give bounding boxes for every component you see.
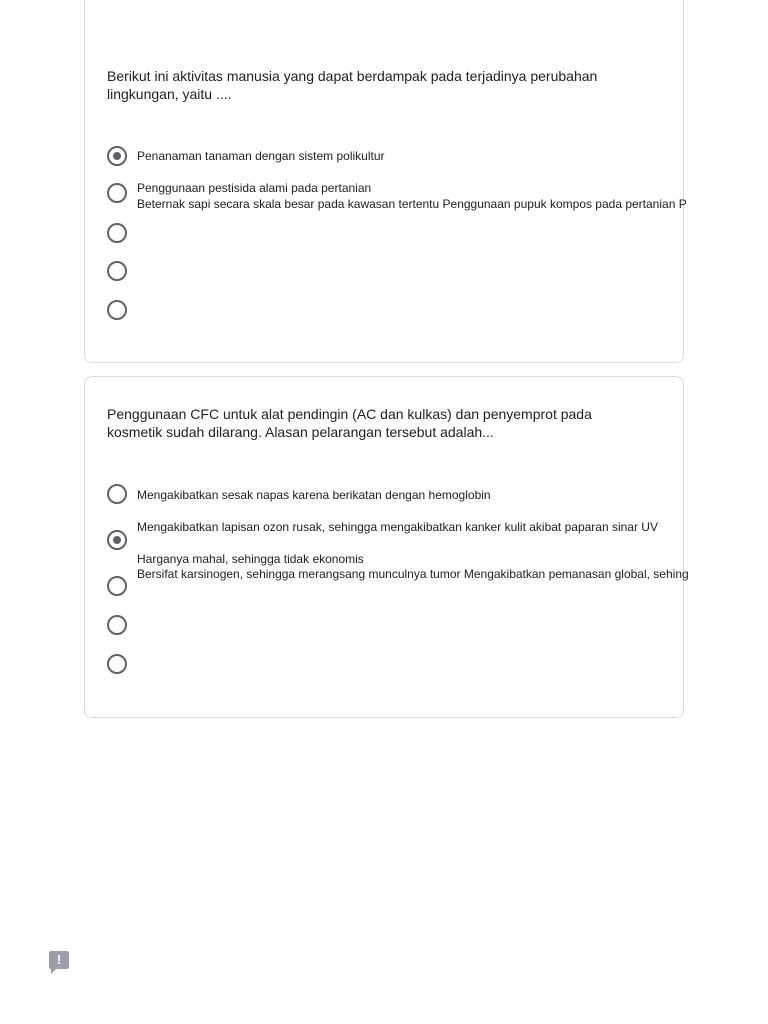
option-label: Penggunaan pestisida alami pada pertanian	[137, 181, 372, 195]
radio-option-5[interactable]	[107, 654, 127, 674]
radio-option-5[interactable]	[107, 300, 127, 320]
option-label-overflow: Beternak sapi secara skala besar pada kawasan tertentu Penggunaan pupuk kompos pada pertanian P	[137, 197, 687, 211]
question-text: Berikut ini aktivitas manusia yang dapat berdampak pada terjadinya perubahan lingkungan, yaitu ....	[107, 68, 598, 102]
option-label: Harganya mahal, sehingga tidak ekonomis	[137, 552, 364, 566]
radio-option-3[interactable]	[107, 223, 127, 243]
radio-option-4[interactable]	[107, 615, 127, 635]
question-text: Penggunaan CFC untuk alat pendingin (AC dan kulkas) dan penyemprot pada kosmetik sudah dilarang. Alasan pelarangan tersebut adalah...	[107, 406, 592, 440]
radio-option-4[interactable]	[107, 261, 127, 281]
option-label-overflow: Bersifat karsinogen, sehingga merangsang munculnya tumor Mengakibatkan pemanasan global, sehing	[137, 567, 689, 581]
radio-option-2[interactable]	[107, 183, 127, 203]
option-label: Penanaman tanaman dengan sistem polikultur	[137, 149, 385, 163]
radio-option-2[interactable]	[107, 530, 127, 550]
radio-option-1[interactable]	[107, 484, 127, 504]
option-label: Mengakibatkan lapisan ozon rusak, sehingga mengakibatkan kanker kulit akibat paparan sinar UV	[137, 520, 658, 534]
question-card-2	[84, 376, 684, 718]
option-label: Mengakibatkan sesak napas karena berikatan dengan hemoglobin	[137, 488, 491, 502]
radio-option-3[interactable]	[107, 576, 127, 596]
report-problem-icon[interactable]: !	[49, 951, 69, 969]
radio-option-1[interactable]	[107, 146, 127, 166]
